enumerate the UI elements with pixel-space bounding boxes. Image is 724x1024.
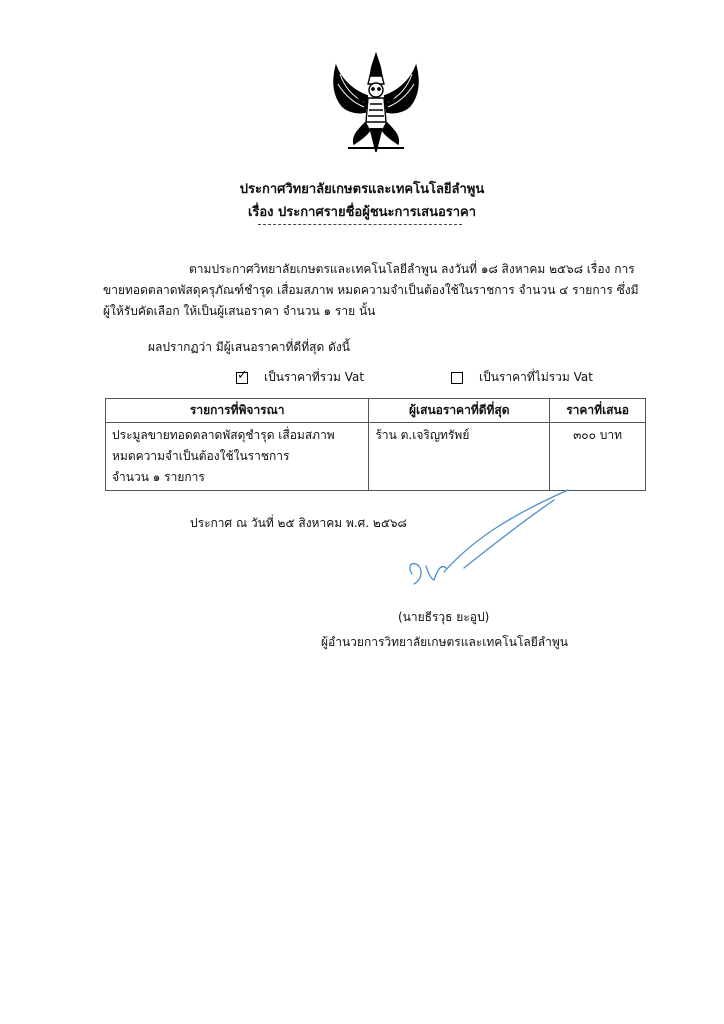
col-header-item: รายการที่พิจารณา	[106, 399, 369, 423]
checkbox-checked	[236, 367, 248, 384]
item-cell	[106, 423, 369, 491]
bid-result-table	[105, 398, 646, 491]
item-line: หมดความจำเป็นต้องใช้ในราชการ	[112, 449, 290, 463]
price-cell: ๓๐๐ บาท	[550, 423, 646, 491]
body-line-2: ขายทอดตลาดพัสดุครุภัณฑ์ชำรุด เสื่อมสภาพ หมดความจำเป็นต้องใช้ในราชการ จำนวน ๔ รายการ ซึ่งมี	[103, 283, 639, 297]
title-divider	[258, 224, 462, 225]
result-statement: ผลปรากฏว่า มีผู้เสนอราคาที่ดีที่สุด ดังนี้	[148, 340, 350, 354]
garuda-emblem	[328, 52, 424, 156]
option-exclude-vat	[451, 368, 593, 387]
signer-name: (นายธีรวุธ ยะอูป)	[398, 610, 490, 624]
body-line-3: ผู้ให้รับคัดเลือก ให้เป็นผู้เสนอราคา จำนวน ๑ ราย นั้น	[103, 304, 376, 318]
col-header-price: ราคาที่เสนอ	[550, 399, 646, 423]
table-header-row	[106, 399, 646, 423]
handwritten-signature	[404, 488, 574, 598]
announcement-title: ประกาศวิทยาลัยเกษตรและเทคโนโลยีลำพูน	[239, 182, 485, 197]
announcement-date: ประกาศ ณ วันที่ ๒๕ สิงหาคม พ.ศ. ๒๕๖๘	[190, 516, 407, 530]
check-mark-icon: ✓	[237, 367, 248, 383]
announcement-subject: เรื่อง ประกาศรายชื่อผู้ชนะการเสนอราคา	[247, 205, 477, 220]
option-label: เป็นราคาที่รวม Vat	[264, 370, 365, 384]
item-line: จำนวน ๑ รายการ	[112, 470, 205, 484]
signer-position: ผู้อำนวยการวิทยาลัยเกษตรและเทคโนโลยีลำพูน	[321, 635, 568, 649]
option-label: เป็นราคาที่ไม่รวม Vat	[479, 370, 593, 384]
body-line-1: ตามประกาศวิทยาลัยเกษตรและเทคโนโลยีลำพูน ลงวันที่ ๑๘ สิงหาคม ๒๕๖๘ เรื่อง การ	[189, 262, 635, 276]
col-header-bidder: ผู้เสนอราคาที่ดีที่สุด	[369, 399, 550, 423]
item-line: ประมูลขายทอดตลาดพัสดุชำรุด เสื่อมสภาพ	[112, 428, 335, 442]
bidder-cell: ร้าน ต.เจริญทรัพย์	[369, 423, 550, 491]
option-include-vat	[236, 368, 364, 387]
table-row	[106, 423, 646, 491]
checkbox-unchecked	[451, 372, 463, 384]
